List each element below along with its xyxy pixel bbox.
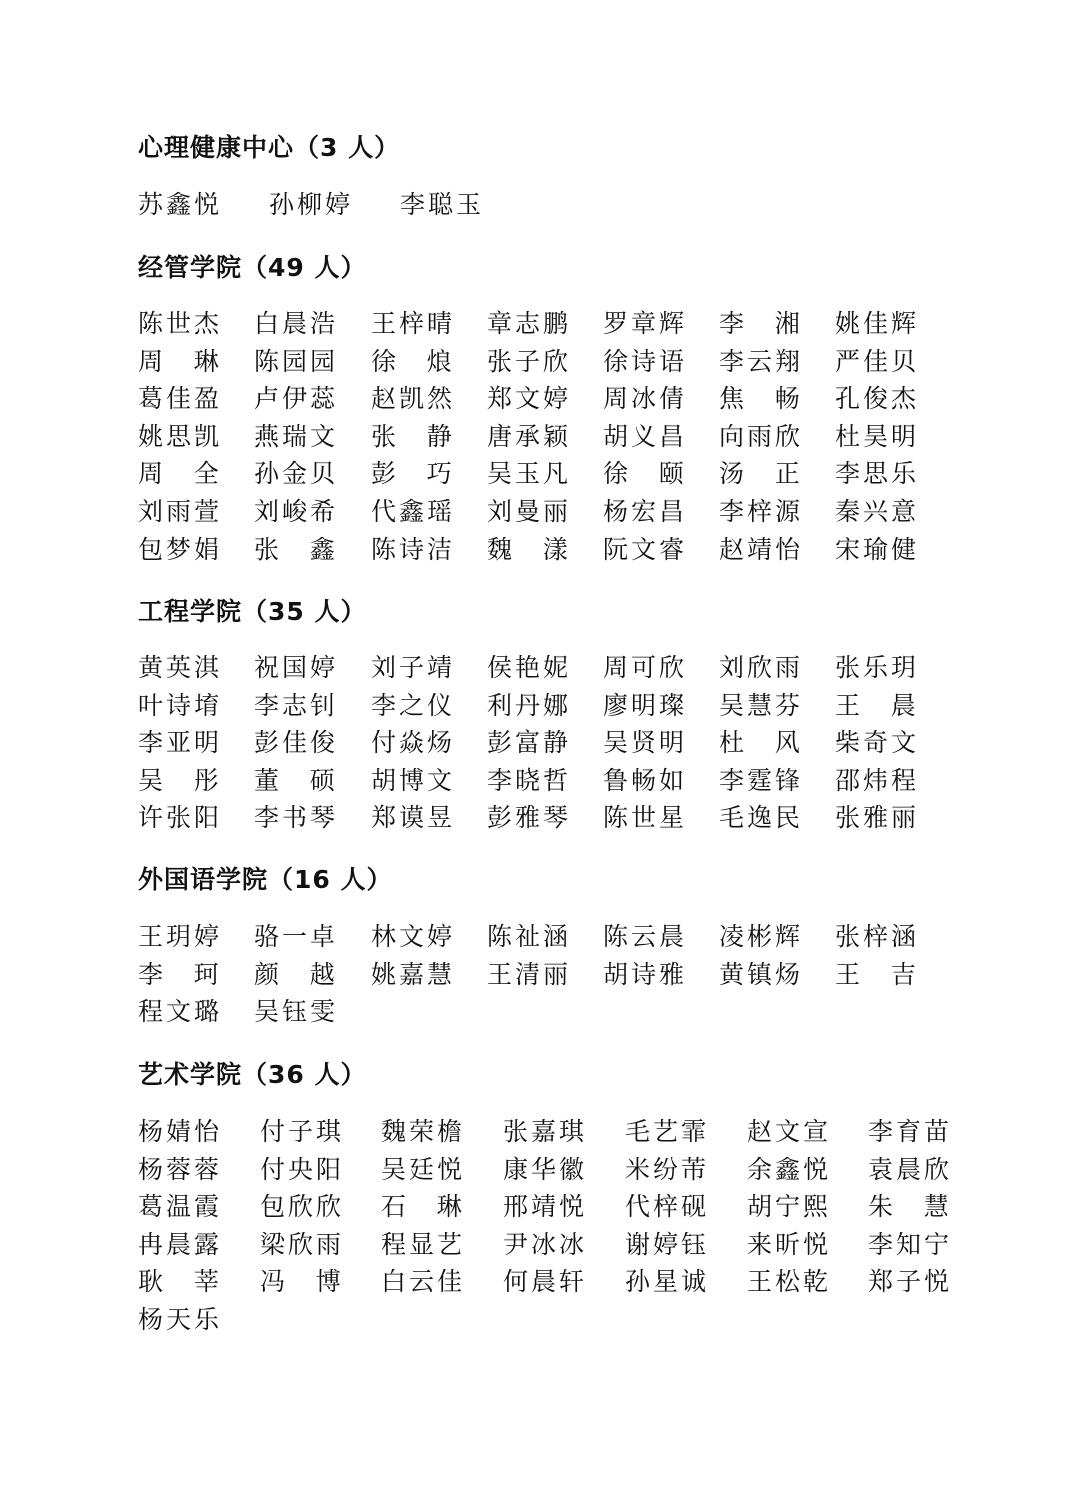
name-entry: 骆一卓 (254, 922, 339, 951)
name-entry: 李霆锋 (719, 765, 804, 795)
name-entry: 吴玉凡 (487, 459, 572, 489)
name-entry: 付子琪 (260, 1117, 345, 1146)
name-entry: 姚佳辉 (835, 309, 920, 338)
name-entry: 廖明璨 (603, 690, 688, 720)
name-entry: 赵凯然 (371, 384, 456, 414)
name-entry: 王清丽 (487, 959, 572, 989)
name-entry: 陈祉涵 (487, 922, 572, 951)
name-entry: 代梓砚 (625, 1192, 710, 1222)
name-entry: 董硕 (254, 765, 366, 795)
name-entry: 何晨轩 (503, 1267, 588, 1297)
name-entry: 彭富静 (487, 728, 572, 758)
name-entry: 徐诗语 (603, 346, 688, 376)
name-entry: 耿莘 (138, 1267, 250, 1297)
name-entry: 李知宁 (868, 1229, 953, 1259)
name-entry: 孙柳婷 (269, 190, 354, 219)
name-entry: 周可欣 (603, 653, 688, 682)
name-entry: 周全 (138, 459, 250, 489)
name-entry: 葛温霞 (138, 1192, 223, 1222)
name-entry: 李梓源 (719, 497, 804, 526)
name-entry: 张嘉琪 (503, 1117, 588, 1146)
name-entry: 燕瑞文 (254, 421, 339, 451)
name-entry: 周琳 (138, 346, 250, 376)
name-entry: 张雅丽 (835, 803, 920, 833)
name-entry: 孙星诚 (625, 1267, 710, 1297)
name-entry: 包梦娟 (138, 534, 223, 564)
name-entry: 祝国婷 (254, 653, 339, 682)
name-entry: 凌彬辉 (719, 922, 804, 951)
name-entry: 李湘 (719, 309, 831, 338)
name-entry: 魏荣檐 (381, 1117, 466, 1146)
name-entry: 陈园园 (254, 346, 339, 376)
name-entry: 唐承颖 (487, 421, 572, 451)
name-entry: 刘子靖 (371, 653, 456, 682)
name-entry: 陈诗洁 (371, 534, 456, 564)
name-entry: 姚嘉慧 (371, 959, 456, 989)
name-entry: 吴廷悦 (381, 1154, 466, 1184)
name-entry: 毛逸民 (719, 803, 804, 833)
name-entry: 叶诗堉 (138, 690, 223, 720)
name-entry: 朱慧 (868, 1192, 980, 1222)
section-heading: 艺术学院（36 人） (138, 1060, 367, 1089)
name-entry: 邵炜程 (835, 765, 920, 795)
name-entry: 李之仪 (371, 690, 456, 720)
name-entry: 王吉 (835, 959, 947, 989)
name-entry: 葛佳盈 (138, 384, 223, 414)
name-entry: 陈世星 (603, 803, 688, 833)
name-entry: 杜风 (719, 728, 831, 758)
name-entry: 李聪玉 (400, 190, 485, 219)
name-entry: 鲁畅如 (603, 765, 688, 795)
name-entry: 刘峻希 (254, 497, 339, 526)
name-entry: 李亚明 (138, 728, 223, 758)
name-entry: 孔俊杰 (835, 384, 920, 414)
name-entry: 杨婧怡 (138, 1117, 223, 1146)
name-entry: 邢靖悦 (503, 1192, 588, 1222)
name-entry: 杨蓉蓉 (138, 1154, 223, 1184)
name-entry: 李志钊 (254, 690, 339, 720)
name-entry: 彭雅琴 (487, 803, 572, 833)
name-entry: 李书琴 (254, 803, 339, 833)
name-entry: 刘雨萱 (138, 497, 223, 526)
name-entry: 陈云晨 (603, 922, 688, 951)
section-heading: 心理健康中心（3 人） (138, 133, 401, 162)
name-entry: 吴彤 (138, 765, 250, 795)
name-entry: 程显艺 (381, 1229, 466, 1259)
name-entry: 向雨欣 (719, 421, 804, 451)
name-entry: 孙金贝 (254, 459, 339, 489)
name-entry: 魏漾 (487, 534, 599, 564)
name-entry: 刘欣雨 (719, 653, 804, 682)
name-entry: 汤正 (719, 459, 831, 489)
name-entry: 冯博 (260, 1267, 372, 1297)
name-entry: 王玥婷 (138, 922, 223, 951)
name-entry: 周冰倩 (603, 384, 688, 414)
name-entry: 米纷芾 (625, 1154, 710, 1184)
name-entry: 郑子悦 (868, 1267, 953, 1297)
name-entry: 吴贤明 (603, 728, 688, 758)
name-entry: 黄英淇 (138, 653, 223, 682)
name-entry: 徐烺 (371, 346, 483, 376)
name-entry: 张鑫 (254, 534, 366, 564)
name-entry: 白晨浩 (254, 309, 339, 338)
name-entry: 许张阳 (138, 803, 223, 833)
name-entry: 来昕悦 (747, 1229, 832, 1259)
name-entry: 宋瑜健 (835, 534, 920, 564)
name-entry: 李育苗 (868, 1117, 953, 1146)
name-entry: 王松乾 (747, 1267, 832, 1297)
name-entry: 杨宏昌 (603, 497, 688, 526)
name-entry: 彭巧 (371, 459, 483, 489)
name-entry: 吴钰雯 (254, 997, 339, 1027)
name-entry: 郑谟昱 (371, 803, 456, 833)
name-entry: 代鑫瑶 (371, 497, 456, 526)
name-entry: 谢婷钰 (625, 1229, 710, 1259)
name-entry: 杜昊明 (835, 421, 920, 451)
name-entry: 赵文宣 (747, 1117, 832, 1146)
name-entry: 章志鹏 (487, 309, 572, 338)
name-entry: 罗章辉 (603, 309, 688, 338)
name-entry: 彭佳俊 (254, 728, 339, 758)
name-entry: 石琳 (381, 1192, 493, 1222)
name-entry: 徐颐 (603, 459, 715, 489)
name-entry: 付央阳 (260, 1154, 345, 1184)
name-entry: 林文婷 (371, 922, 456, 951)
name-entry: 李云翔 (719, 346, 804, 376)
name-entry: 胡义昌 (603, 421, 688, 451)
name-entry: 袁晨欣 (868, 1154, 953, 1184)
name-entry: 杨天乐 (138, 1305, 223, 1334)
name-entry: 李珂 (138, 959, 250, 989)
name-entry: 吴慧芬 (719, 690, 804, 720)
name-entry: 黄镇炀 (719, 959, 804, 989)
name-entry: 柴奇文 (835, 728, 920, 758)
name-entry: 陈世杰 (138, 309, 223, 338)
name-entry: 李晓哲 (487, 765, 572, 795)
section-heading: 外国语学院（16 人） (138, 865, 393, 894)
name-entry: 侯艳妮 (487, 653, 572, 682)
name-entry: 包欣欣 (260, 1192, 345, 1222)
name-entry: 胡宁熙 (747, 1192, 832, 1222)
name-entry: 程文璐 (138, 997, 223, 1027)
name-entry: 胡博文 (371, 765, 456, 795)
name-entry: 康华徽 (503, 1154, 588, 1184)
name-entry: 王梓晴 (371, 309, 456, 338)
name-entry: 李思乐 (835, 459, 920, 489)
name-entry: 张静 (371, 421, 483, 451)
name-entry: 张乐玥 (835, 653, 920, 682)
name-entry: 张梓涵 (835, 922, 920, 951)
name-entry: 白云佳 (381, 1267, 466, 1297)
name-entry: 冉晨露 (138, 1229, 223, 1259)
name-entry: 余鑫悦 (747, 1154, 832, 1184)
name-entry: 赵靖怡 (719, 534, 804, 564)
name-entry: 刘曼丽 (487, 497, 572, 526)
name-entry: 颜越 (254, 959, 366, 989)
name-entry: 阮文睿 (603, 534, 688, 564)
name-entry: 利丹娜 (487, 690, 572, 720)
name-entry: 张子欣 (487, 346, 572, 376)
name-entry: 梁欣雨 (260, 1229, 345, 1259)
name-entry: 焦畅 (719, 384, 831, 414)
name-entry: 严佳贝 (835, 346, 920, 376)
name-entry: 付焱炀 (371, 728, 456, 758)
name-entry: 郑文婷 (487, 384, 572, 414)
name-entry: 卢伊蕊 (254, 384, 339, 414)
name-entry: 胡诗雅 (603, 959, 688, 989)
name-entry: 姚思凯 (138, 421, 223, 451)
name-entry: 毛艺霏 (625, 1117, 710, 1146)
name-entry: 秦兴意 (835, 497, 920, 526)
name-entry: 王晨 (835, 690, 947, 720)
section-heading: 工程学院（35 人） (138, 597, 367, 626)
section-heading: 经管学院（49 人） (138, 253, 367, 282)
name-entry: 尹冰冰 (503, 1229, 588, 1259)
name-entry: 苏鑫悦 (138, 190, 223, 219)
